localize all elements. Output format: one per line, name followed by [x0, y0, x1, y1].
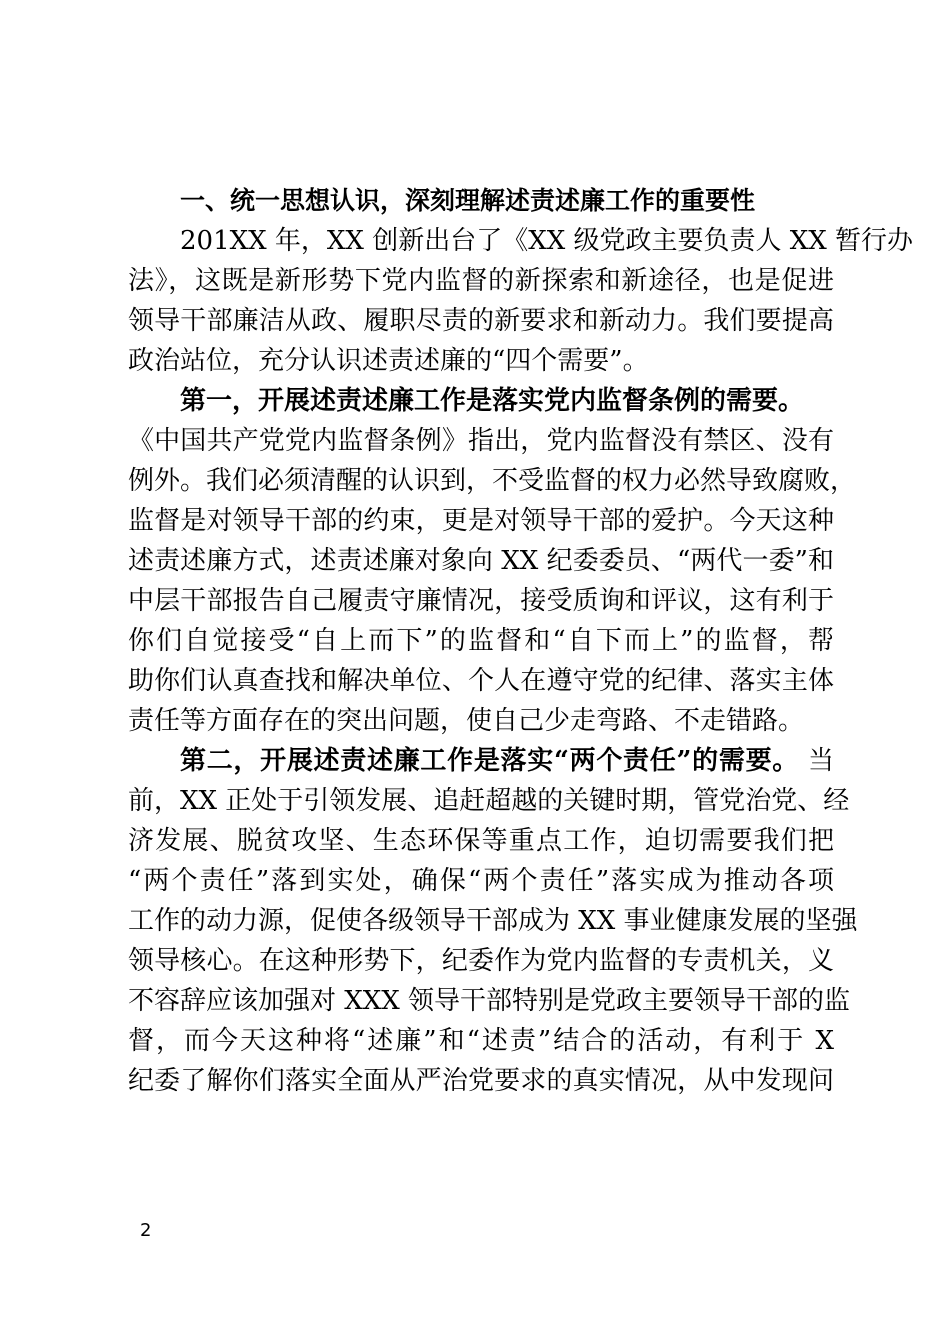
bold-lead-sentence: 第一，开展述责述廉工作是落实党内监督条例的需要。: [180, 386, 805, 416]
paragraph-line: 领导干部廉洁从政、履职尽责的新要求和新动力。我们要提高: [128, 306, 834, 336]
paragraph-line: 工作的动力源，促使各级领导干部成为 XX 事业健康发展的坚强: [128, 906, 858, 936]
paragraph-line: 助你们认真查找和解决单位、个人在遵守党的纪律、落实主体: [128, 666, 834, 696]
section-heading: 一、统一思想认识，深刻理解述责述廉工作的重要性: [180, 186, 756, 215]
paragraph-line: 例外。我们必须清醒的认识到，不受监督的权力必然导致腐败，: [128, 466, 857, 496]
paragraph-line: 不容辞应该加强对 XXX 领导干部特别是党政主要领导干部的监: [128, 986, 851, 1016]
paragraph-line: 责任等方面存在的突出问题，使自己少走弯路、不走错路。: [128, 706, 805, 736]
bold-lead-sentence: 第二，开展述责述廉工作是落实“两个责任”的需要。: [180, 746, 799, 776]
paragraph-line: 中层干部报告自己履责守廉情况，接受质询和评议，这有利于: [128, 586, 834, 616]
paragraph-line: 领导核心。在这种形势下，纪委作为党内监督的专责机关，义: [128, 946, 834, 976]
paragraph-text: 当: [807, 746, 834, 776]
page-number: 2: [140, 1220, 152, 1241]
paragraph-line: 督，而今天这种将“述廉”和“述责”结合的活动，有利于 X: [128, 1026, 834, 1056]
paragraph-line: 法》，这既是新形势下党内监督的新探索和新途径，也是促进: [128, 266, 834, 296]
paragraph-line: 政治站位，充分认识述责述廉的“四个需要”。: [128, 346, 649, 376]
paragraph-line: 监督是对领导干部的约束，更是对领导干部的爱护。今天这种: [128, 506, 834, 536]
body-text: [128, 181, 914, 1101]
paragraph-line: 201XX 年，XX 创新出台了《XX 级党政主要负责人 XX 暂行办: [180, 226, 914, 256]
paragraph-line: 你们自觉接受“自上而下”的监督和“自下而上”的监督，帮: [128, 626, 834, 656]
paragraph-line: 《中国共产党党内监督条例》指出，党内监督没有禁区、没有: [128, 426, 834, 456]
paragraph-line: “两个责任”落到实处，确保“两个责任”落实成为推动各项: [128, 866, 834, 896]
paragraph-line: 纪委了解你们落实全面从严治党要求的真实情况，从中发现问: [128, 1066, 834, 1096]
paragraph-line: [128, 741, 834, 781]
paragraph-line: 济发展、脱贫攻坚、生态环保等重点工作，迫切需要我们把: [128, 826, 834, 856]
paragraph-line: 述责述廉方式，述责述廉对象向 XX 纪委委员、“两代一委”和: [128, 546, 834, 576]
paragraph-line: 前，XX 正处于引领发展、追赶超越的关键时期，管党治党、经: [128, 786, 850, 816]
